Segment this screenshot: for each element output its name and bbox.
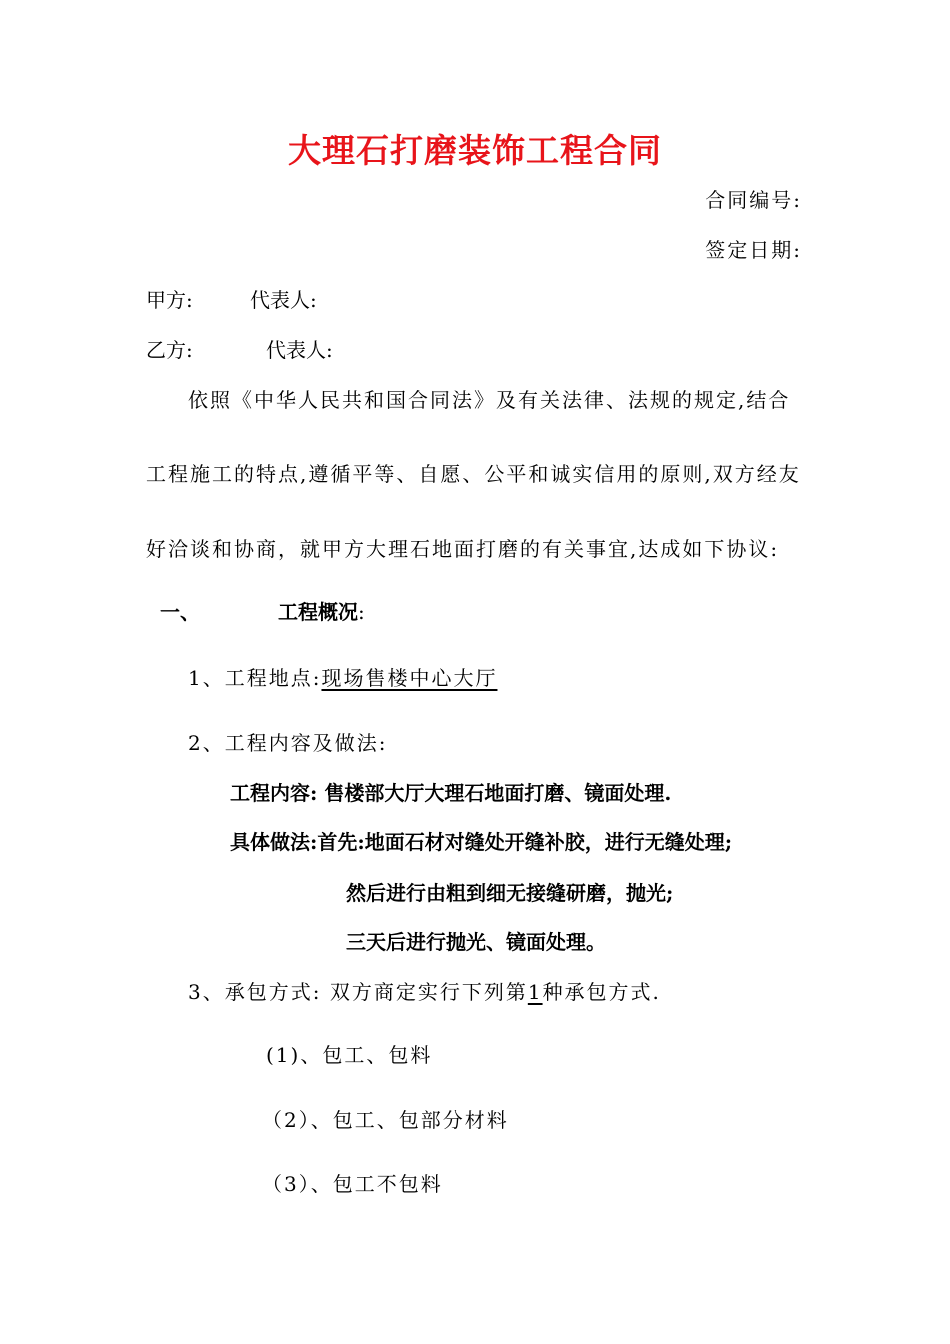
- party-a-representative-label: 代表人:: [250, 288, 317, 312]
- option-1: (1)、包工、包料: [266, 1043, 433, 1067]
- section-1-heading-colon: :: [358, 600, 365, 624]
- item-2-label: 2、工程内容及做法:: [188, 731, 388, 755]
- method-line-2: 然后进行由粗到细无接缝研磨，抛光;: [346, 881, 674, 905]
- item-3-suffix: 种承包方式.: [542, 980, 661, 1004]
- sign-date-label: 签定日期:: [705, 238, 802, 262]
- party-a-label: 甲方:: [146, 288, 193, 312]
- item-3-choice: 1: [527, 980, 543, 1004]
- item-1-value: 现场售楼中心大厅: [321, 666, 498, 690]
- party-b-representative-label: 代表人:: [266, 338, 333, 362]
- preamble-line-1: 依照《中华人民共和国合同法》及有关法律、法规的规定,结合: [188, 388, 791, 412]
- option-2: （2）、包工、包部分材料: [262, 1108, 509, 1132]
- preamble-line-3: 好洽谈和协商，就甲方大理石地面打磨的有关事宜,达成如下协议:: [146, 537, 780, 561]
- item-1-label: 1、工程地点:: [188, 666, 322, 690]
- work-content-line: 工程内容: 售楼部大厅大理石地面打磨、镜面处理.: [230, 781, 672, 805]
- contract-number-label: 合同编号:: [705, 188, 802, 212]
- section-1-heading-wrap: [278, 600, 365, 624]
- section-1-number: 一、: [160, 600, 200, 624]
- document-title: 大理石打磨装饰工程合同: [288, 131, 662, 170]
- item-1-row: [188, 666, 497, 690]
- party-b-label: 乙方:: [146, 338, 193, 362]
- option-3: （3）、包工不包料: [262, 1172, 443, 1196]
- item-3-prefix: 3、承包方式: 双方商定实行下列第: [188, 980, 528, 1004]
- method-line-3: 三天后进行抛光、镜面处理。: [346, 930, 606, 954]
- preamble-line-2: 工程施工的特点,遵循平等、自愿、公平和诚实信用的原则,双方经友: [146, 462, 801, 486]
- method-line-1: 具体做法:首先:地面石材对缝处开缝补胶，进行无缝处理;: [230, 830, 733, 854]
- section-1-heading: 工程概况: [278, 600, 358, 624]
- item-3-row: [188, 980, 661, 1004]
